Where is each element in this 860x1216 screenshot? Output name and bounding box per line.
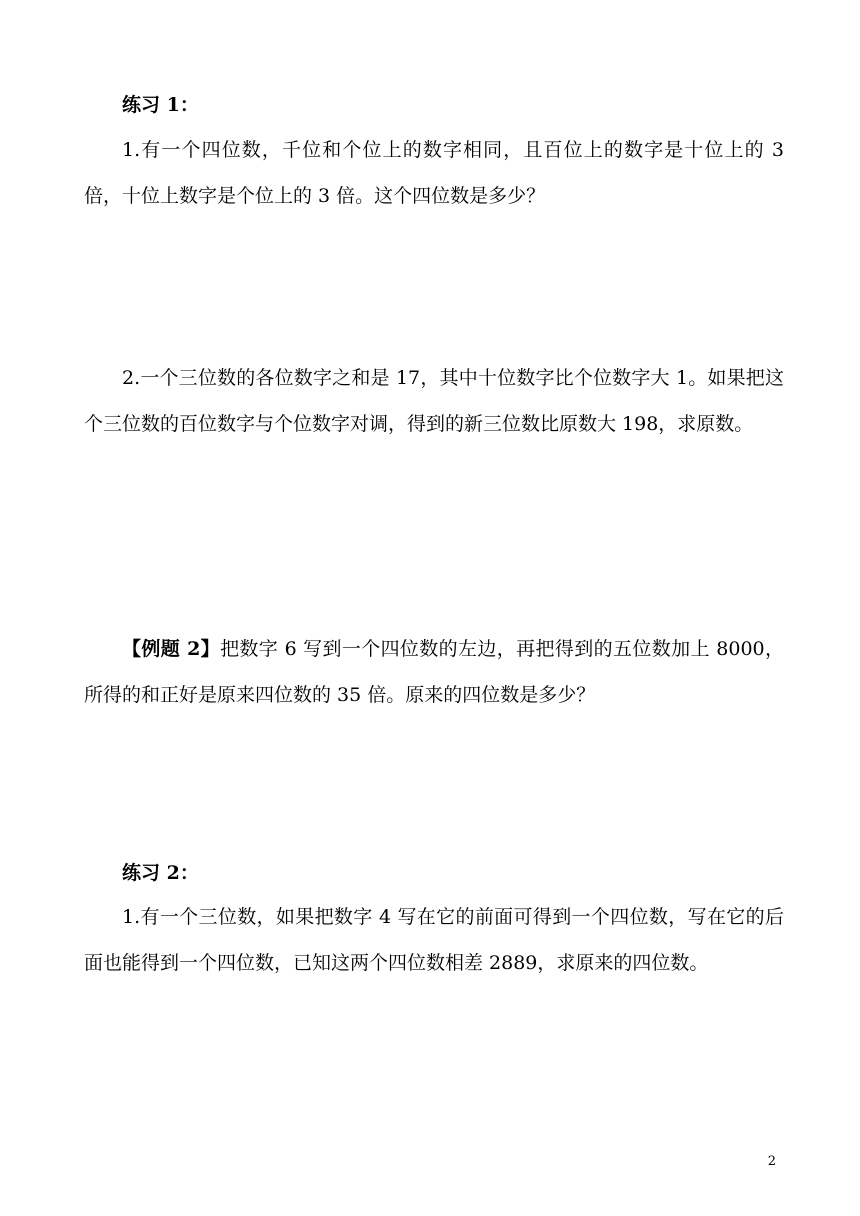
example-2	[84, 626, 784, 718]
page-number: 2	[767, 1154, 776, 1169]
exercise-1-heading: 练习 1：	[122, 94, 199, 116]
example-2-label: 【例题 2】	[122, 638, 221, 660]
example-2-text: 把数字 6 写到一个四位数的左边，再把得到的五位数加上 8000，所得的和正好是原来四位数的 35 倍。原来的四位数是多少？	[84, 638, 784, 706]
exercise-2-heading: 练习 2：	[122, 862, 199, 884]
exercise-1-question-2: 2.一个三位数的各位数字之和是 17，其中十位数字比个位数字大 1。如果把这个三位数的百位数字与个位数字对调，得到的新三位数比原数大 198，求原数。	[84, 367, 784, 435]
exercise-2-question-1: 1.有一个三位数，如果把数字 4 写在它的前面可得到一个四位数，写在它的后面也能得到一个四位数，已知这两个四位数相差 2889，求原来的四位数。	[84, 906, 784, 974]
exercise-1-question-1: 1.有一个四位数，千位和个位上的数字相同，且百位上的数字是十位上的 3 倍，十位上数字是个位上的 3 倍。这个四位数是多少？	[84, 139, 784, 207]
